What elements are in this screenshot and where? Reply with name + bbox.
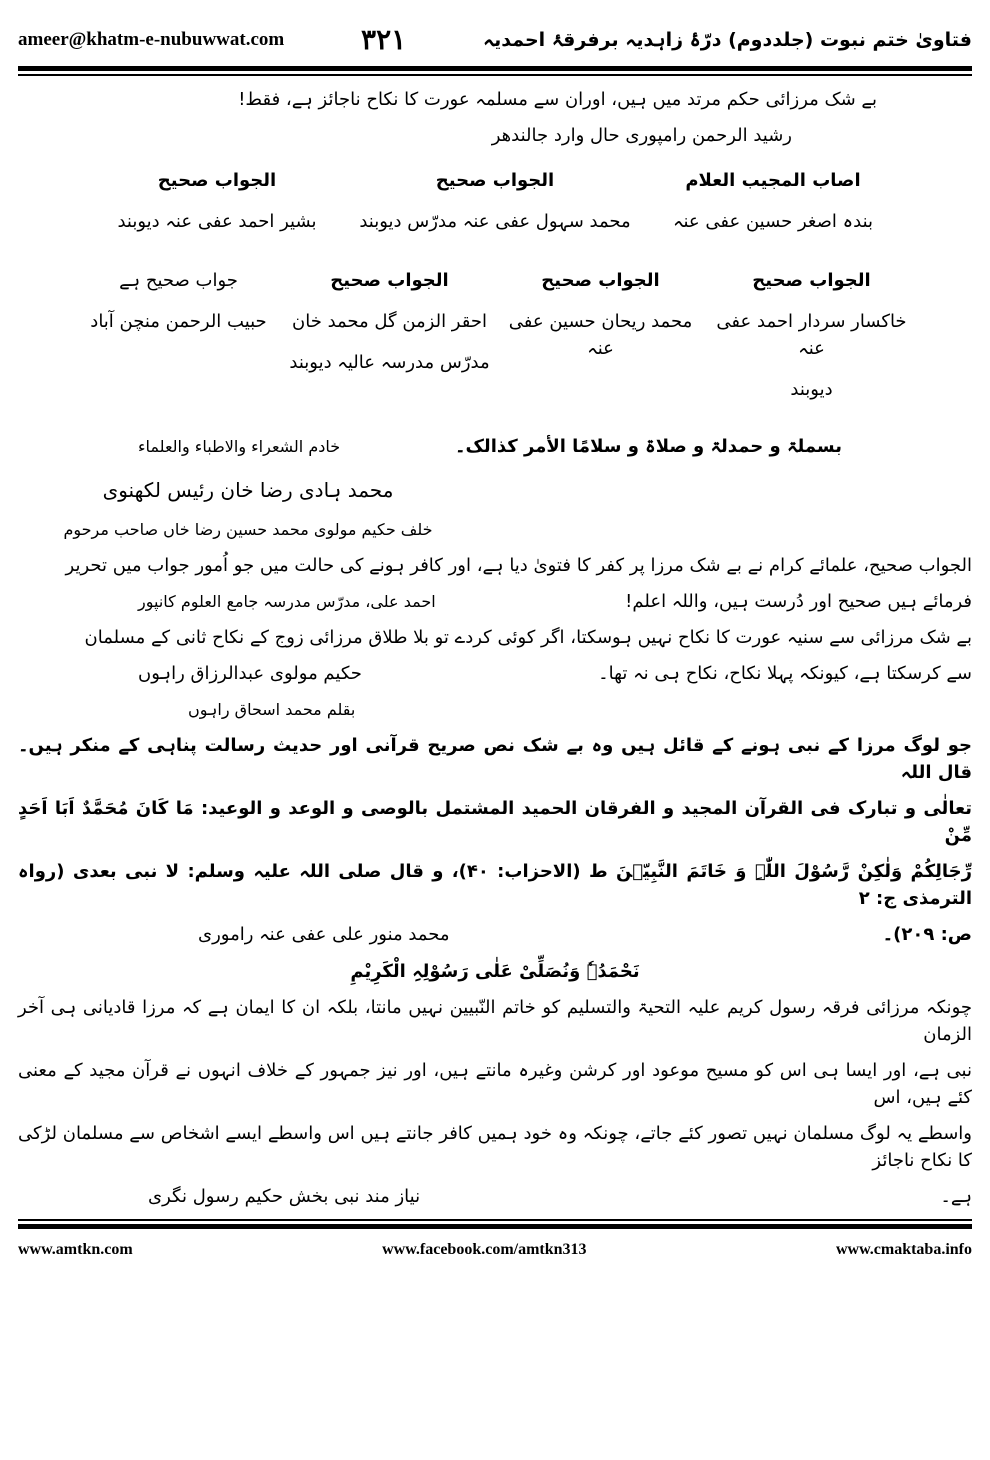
endorsement-heading: اصاب المجیب العلام: [685, 170, 861, 191]
endorsement-name: محمد ریحان حسین عفی عنہ: [508, 311, 693, 359]
endorsement-place: دیوبند: [790, 379, 833, 400]
page-number: ۳۲۱: [361, 25, 407, 56]
paragraph-line: جو لوگ مرزا کے نبی ہونے کے قائل ہیں وہ بے شک نص صریح قرآنی اور حدیث رسالت پناہی کے منکر ہیں۔ قال اللہ: [18, 735, 972, 783]
endorsement: [78, 267, 279, 417]
signature-ishaq: بقلم محمد اسحاق راہوں: [188, 700, 356, 719]
endorsement-heading: الجواب صحیح: [330, 270, 449, 291]
paragraph-signature-row: [18, 921, 972, 948]
paragraph-line: چونکہ مرزائی فرقہ رسول کریم علیہ التحیۃ والتسلیم کو خاتم النّبیین نہیں مانتا، بلکہ ان کا ایمان ہے کہ مرزا قادیانی ہی آخر الزمان: [18, 997, 972, 1045]
endorsement-name: بندہ اصغر حسین عفی عنہ: [672, 211, 874, 232]
endorsement-heading: الجواب صحیح: [157, 170, 277, 191]
signature-niaz: نیاز مند نبی بخش حکیم رسول نگری: [148, 1186, 421, 1207]
paragraph-signature-row: [18, 588, 972, 615]
paragraph-line: نبی ہے، اور ایسا ہی اس کو مسیح موعود اور کرشن وغیرہ مانتے ہیں، اور نیز جمہور کے خلاف انہوں نے قرآن مجید کے معنی کئے ہیں، اس: [18, 1060, 972, 1108]
paragraph-line: تعالٰی و تبارک فی القرآن المجید و الفرقان الحمید المشتمل بالوصی و الوعد و الوعید: مَا کَانَ مُحَمَّدٌ اَبَا اَحَدٍ مِّنْ: [18, 798, 972, 846]
endorsement-heading: الجواب صحیح: [541, 270, 660, 291]
paragraph-line: فرمائے ہیں صحیح اور دُرست ہیں، واللہ اعلم!: [625, 591, 972, 612]
footer-rule-thick: [18, 1224, 972, 1229]
header-email[interactable]: ameer@khatm-e-nubuwwat.com: [18, 29, 285, 50]
signature-ahmad-ali: احمد علی، مدرّس مدرسہ جامع العلوم کانپور: [138, 592, 436, 611]
footer-link-amtkn[interactable]: www.amtkn.com: [18, 1241, 133, 1258]
paragraph-line: رِّجَالِکُمْ وَلٰکِنْ رَّسُوْلَ اللّٰہِ وَ خَاتَمَ النَّبِیّٖنَ ط (الاحزاب: ۴۰)، و قال صلی اللہ علیہ وسلم: لا نبی بعدی (رواہ الترمذی ج: ۲: [18, 861, 972, 909]
verdict-line: بے شک مرزائی حکم مرتد میں ہیں، اوران سے مسلمہ عورت کا نکاح ناجائز ہے، فقط!: [238, 89, 877, 110]
endorsement: [356, 167, 634, 249]
footer-link-cmaktaba[interactable]: www.cmaktaba.info: [835, 1241, 972, 1258]
document-body: [18, 86, 972, 1210]
paragraph-line: الجواب صحیح، علمائے کرام نے بے شک مرزا پر کفر کا فتویٰ دیا ہے، اور کافر ہونے کی حالت میں جو اُمور جواب میں تحریر: [65, 555, 972, 576]
signature-hadi: محمد ہادی رضا خان رئیس لکھنوی: [102, 478, 394, 502]
endorsements-row-2: [78, 267, 912, 417]
endorsement-heading: الجواب صحیح: [752, 270, 871, 291]
header-rule-thick: [18, 66, 972, 71]
page-footer: [18, 1241, 972, 1259]
signature-razzaq: حکیم مولوی عبدالرزاق راہوں: [138, 663, 362, 684]
endorsement-name: محمد سہول عفی عنہ مدرّس دیوبند: [359, 211, 631, 232]
header-rule-thin: [18, 74, 972, 76]
hadi-signature-block: [18, 469, 972, 552]
endorsement: [711, 267, 912, 417]
footer-rule-thin: [18, 1219, 972, 1221]
paragraph-line: بے شک مرزائی سے سنیہ عورت کا نکاح نہیں ہوسکتا، اگر کوئی کردے تو بلا طلاق مرزائی زوج کے نکاح ثانی کے مسلمان: [84, 627, 972, 648]
endorsement: [78, 167, 356, 249]
section-heading: نَحْمَدُہٗ وَنُصَلِّیْ عَلٰی رَسُوْلِہِ الْکَرِیْمِ: [350, 961, 640, 982]
paragraph-line: ص: ۲۰۹)۔: [882, 924, 972, 945]
book-title: فتاویٰ ختم نبوت (جلددوم) درّۂ زاہدیہ برفرقۂ احمدیہ: [482, 29, 972, 51]
endorsement-heading: جواب صحیح ہے: [119, 270, 238, 291]
page-header: [18, 18, 972, 62]
signature-rashid: رشید الرحمن رامپوری حال وارد جالندھر: [491, 125, 792, 146]
endorsement: [634, 167, 912, 249]
khadim-title: خادم الشعراء والاطباء والعلماء: [138, 437, 341, 456]
endorsement-name: خاکسار سردار احمد عفی عنہ: [716, 311, 907, 359]
endorsement-name: حبیب الرحمن منچن آباد: [90, 311, 267, 332]
signature-khalaf: خلف حکیم مولوی محمد حسین رضا خاں صاحب مرحوم: [63, 520, 433, 539]
paragraph-line: ہے۔: [940, 1186, 972, 1207]
paragraph-line: واسطے یہ لوگ مسلمان نہیں تصور کئے جاتے، چونکہ وہ خود ہمیں کافر جانتے ہیں اس واسطے ایسے اشخاص سے مسلمان لڑکی کا نکاح ناجائز: [18, 1123, 972, 1171]
signature-stack: [38, 469, 458, 552]
signature-munawwar: محمد منور علی عفی عنہ راموری: [198, 924, 450, 945]
paragraph-signature-row: [18, 1183, 972, 1210]
endorsement-heading: الجواب صحیح: [435, 170, 555, 191]
paragraph-line: سے کرسکتا ہے، کیونکہ پہلا نکاح، نکاح ہی نہ تھا۔: [598, 663, 972, 684]
footer-link-facebook[interactable]: www.facebook.com/amtkn313: [382, 1241, 587, 1258]
endorsement-name: بشیر احمد عفی عنہ دیوبند: [117, 211, 317, 232]
endorsement-name: احقر الزمن گل محمد خان: [292, 311, 487, 332]
bismala-row: [18, 433, 972, 460]
endorsement: [500, 267, 701, 417]
bismala-line: بسملۃ و حمدلۃ و صلاۃ و سلامًا الأمر کذالک۔: [454, 436, 842, 457]
endorsement-place: مدرّس مدرسہ عالیہ دیوبند: [289, 352, 490, 373]
endorsement: [289, 267, 490, 417]
paragraph-signature-row: [18, 660, 972, 687]
endorsements-row-1: [78, 167, 912, 249]
ishaq-row: [18, 696, 972, 723]
